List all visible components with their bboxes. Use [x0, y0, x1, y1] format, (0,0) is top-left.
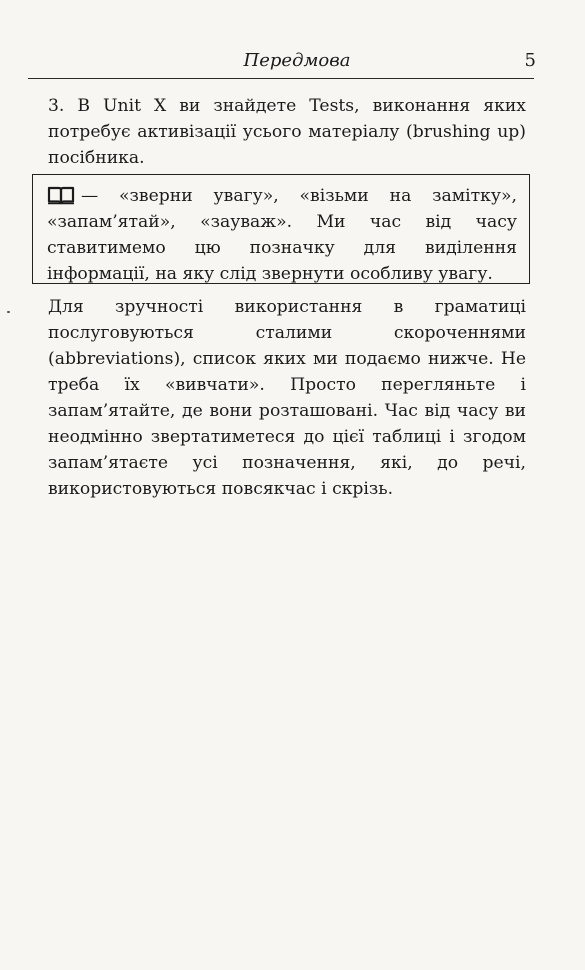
running-head: [28, 48, 538, 74]
abbreviations-paragraph: Для зручності використання в граматиці послуговуються сталими скороченнями (abbreviations), список яких ми подаємо нижче. Не треба їх «вивчати». Просто перегляньте і запам’ятайте, де вони розташовані. Час від часу ви неодмінно звертатиметеся до цієї таблиці і згодом запам’ятаєте усі позначення, які, до речі, використовуються повсякчас і скрізь.: [48, 297, 526, 499]
running-title: Передмова: [243, 50, 351, 71]
item-3-paragraph: 3. В Unit X ви знайдете Tests, виконання яких потребує активізації усього матеріалу (brushing up) посібника.: [48, 96, 526, 168]
page-number: 5: [524, 50, 536, 71]
margin-mark: [7, 311, 10, 313]
open-book-icon: [47, 186, 75, 205]
attention-note-box: [32, 174, 530, 284]
attention-note-text: — «зверни увагу», «візьми на замітку», «запам’ятай», «зауваж». Ми час від часу ставитимемо цю позначку для виділення інформації, на яку слід звернути особливу увагу.: [47, 186, 517, 284]
header-rule: [28, 78, 534, 79]
attention-note: [47, 183, 517, 287]
